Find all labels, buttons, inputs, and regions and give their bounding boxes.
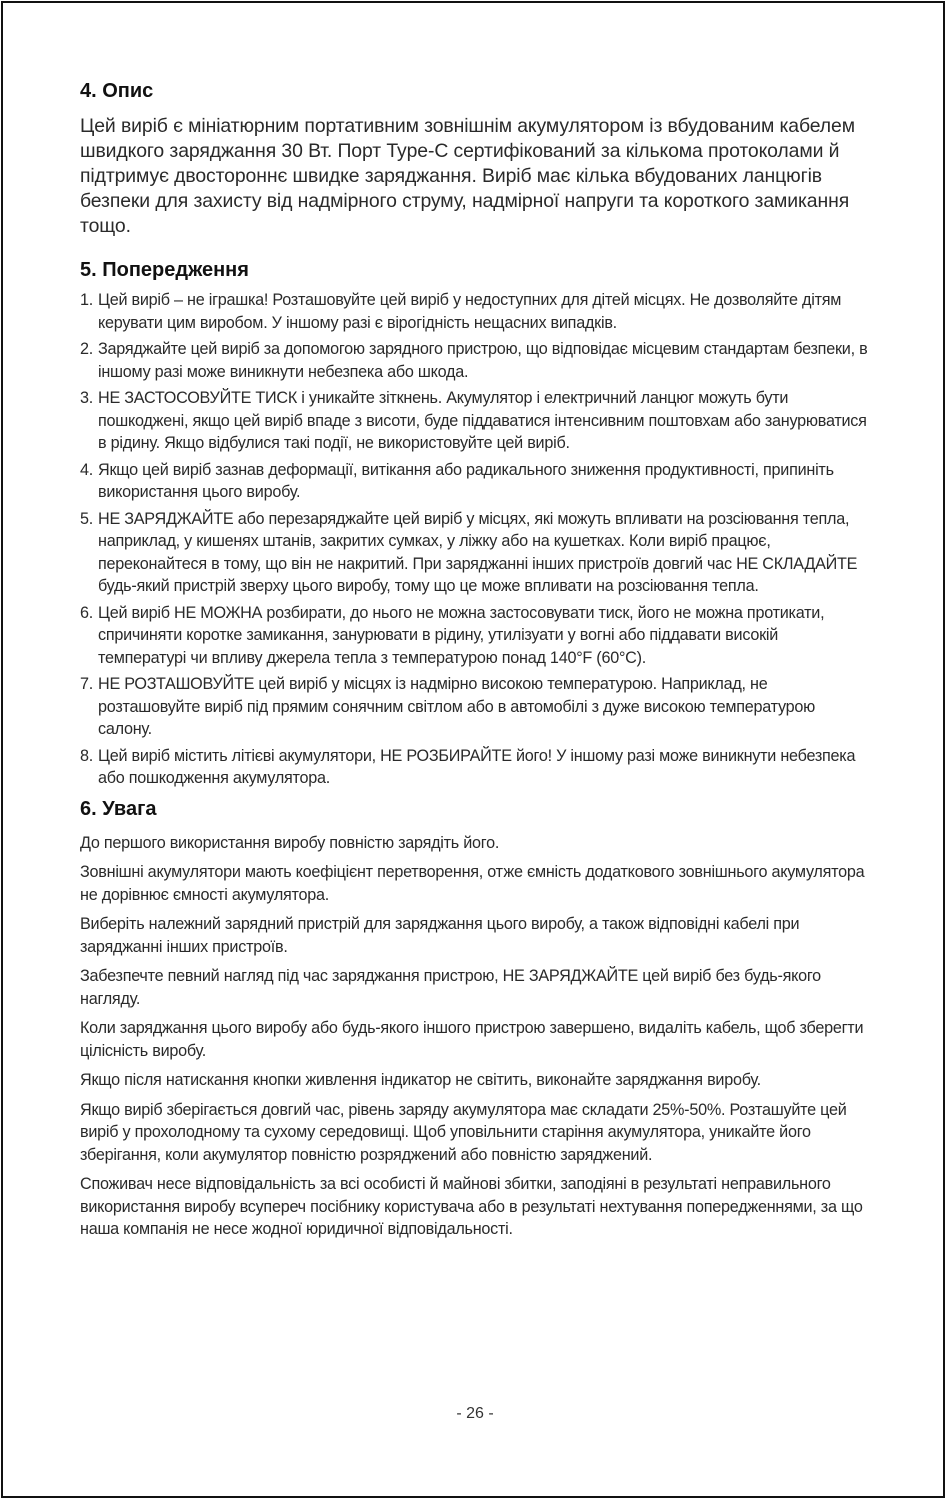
warning-item (80, 387, 870, 455)
attention-paragraph: Коли заряджання цього виробу або будь-якого іншого пристрою завершено, видаліть кабель, щоб зберегти цілісність виробу. (80, 1019, 864, 1060)
attention-paragraph: Виберіть належний зарядний пристрій для заряджання цього виробу, а також відповідні кабелі при заряджанні інших пристроїв. (80, 915, 800, 956)
warning-item (80, 289, 870, 334)
warning-number: 3. (80, 389, 94, 407)
warning-text: НЕ ЗАСТОСОВУЙТЕ ТИСК і уникайте зіткнень. Акумулятор і електричний ланцюг можуть бути пошкоджені, якщо цей виріб впаде з висоти, буде піддаватися інтенсивним поштовхам або занурюватися в рідину. Якщо відбулися такі події, не використовуйте цей виріб. (98, 389, 867, 452)
section-heading-description: 4. Опис (80, 80, 154, 102)
warning-number: 1. (80, 291, 94, 309)
warning-text: Якщо цей виріб зазнав деформації, витікання або радикального зниження продуктивності, припиніть використання цього виробу. (98, 460, 834, 501)
warning-item (80, 745, 870, 790)
attention-paragraph: Якщо виріб зберігається довгий час, рівень заряду акумулятора має складати 25%-50%. Розташуйте цей виріб у прохолодному та сухому середовищі. Щоб уповільнити старіння акумулятора, уникайте його зберігання, коли акумулятор повністю розряджений або повністю заряджений. (80, 1100, 847, 1164)
attention-paragraph: До першого використання виробу повністю зарядіть його. (80, 833, 500, 852)
attention-paragraph: Якщо після натискання кнопки живлення індикатор не світить, виконайте заряджання виробу. (80, 1071, 761, 1089)
warning-number: 8. (80, 746, 94, 765)
warning-text: НЕ ЗАРЯДЖАЙТЕ або перезаряджайте цей виріб у місцях, які можуть впливати на розсіювання тепла, наприклад, у кишенях штанів, закритих сумках, у ліжку або на кушетках. Коли виріб працює, переконайтеся в тому, що він не накритий. При заряджанні інших пристроїв довгий час НЕ СКЛАДАЙТЕ будь-який пристрій зверху цього виробу, тому що це може впливати на розсіювання тепла. (98, 509, 858, 595)
warning-text: Цей виріб НЕ МОЖНА розбирати, до нього не можна застосовувати тиск, його не можна протикати, спричиняти коротке замикання, занурювати в рідину, утилізуати у вогні або піддавати високій температурі чи впливу джерела тепла з температурою понад 140°F (60°C). (98, 603, 825, 667)
warning-number: 7. (80, 675, 94, 693)
page-content (80, 78, 870, 1248)
warning-item (80, 673, 870, 741)
attention-paragraph: Забезпечте певний нагляд під час заряджання пристрою, НЕ ЗАРЯДЖАЙТЕ цей виріб без будь-якого нагляду. (80, 967, 821, 1008)
warning-number: 4. (80, 460, 94, 479)
warning-text: Цей виріб – не іграшка! Розташовуйте цей виріб у недоступних для дітей місцях. Не дозволяйте дітям керувати цим виробом. У іншому разі є вірогідність нещасних випадків. (98, 291, 842, 332)
warning-number: 2. (80, 340, 94, 358)
warning-text: НЕ РОЗТАШОВУЙТЕ цей виріб у місцях із надмірно високою температурою. Наприклад, не розташовуйте виріб під прямим сонячним світлом або в автомобілі з дуже високою температурою салону. (98, 675, 816, 738)
warning-item (80, 338, 870, 383)
warning-number: 5. (80, 509, 94, 528)
warning-text: Заряджайте цей виріб за допомогою зарядного пристрою, що відповідає місцевим стандартам безпеки, в іншому разі може виникнути небезпека або шкода. (98, 340, 868, 381)
attention-paragraph: Зовнішні акумулятори мають коефіцієнт перетворення, отже ємність додаткового зовнішнього акумулятора не дорівнює ємності акумулятора. (80, 863, 865, 904)
warning-text: Цей виріб містить літієві акумулятори, НЕ РОЗБИРАЙТЕ його! У іншому разі може виникнути небезпека або пошкодження акумулятора. (98, 746, 856, 787)
warnings-list (80, 289, 870, 790)
warning-item (80, 602, 870, 670)
warning-item (80, 459, 870, 504)
page-number: - 26 - (456, 1405, 494, 1422)
description-paragraph: Цей виріб є мініатюрним портативним зовнішнім акумулятором із вбудованим кабелем швидкого заряджання 30 Вт. Порт Type-C сертифікований за кількома протоколами й підтримує двостороннє швидке заряджання. Виріб має кілька вбудованих ланцюгів безпеки для захисту від надмірного струму, надмірної напруги та короткого замикання тощо. (80, 115, 855, 237)
section-heading-warnings: 5. Попередження (80, 259, 249, 281)
warning-number: 6. (80, 603, 94, 622)
warning-item (80, 508, 870, 598)
section-heading-attention: 6. Увага (80, 797, 157, 820)
attention-paragraph: Споживач несе відповідальність за всі особисті й майнові збитки, заподіяні в результаті неправильного використання виробу всупереч посібнику користувача або в результаті нехтування попередженнями, за що наша компанія не несе жодної юридичної відповідальності. (80, 1175, 863, 1238)
